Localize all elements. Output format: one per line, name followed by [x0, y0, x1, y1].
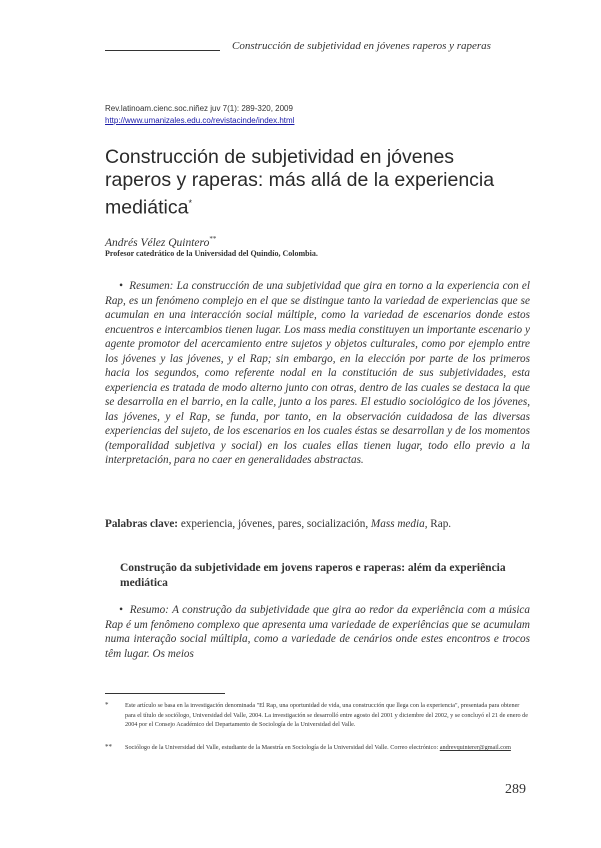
article-title — [105, 146, 525, 220]
abstract-portuguese — [105, 603, 530, 661]
footnote-text-wrapper — [105, 743, 530, 753]
portuguese-title: Construção da subjetividade em jovens raperos e raperas: além da experiência mediática — [120, 562, 506, 589]
citation-block — [105, 103, 294, 127]
keywords-label: Palabras clave: — [105, 518, 179, 530]
abstract-text: La construcción de una subjetividad que gira en torno a la experiencia con el Rap, es un fenómeno complejo en el que se distingue tanto la variedad de experiencias que se acumulan en una interacción social múltiple, como la variedad de escenarios donde estos encuentros e intercambios tienen lugar. Los mass media constituyen un importante escenario y agente promotor del acercamiento entre sujetos y objetos culturales, como por ejemplo entre los jóvenes y las jóvenes, y el Rap; sin embargo, en la elección por parte de los primeros hacia los segundos, como referente nodal en la constitución de sus subjetividades, esta experiencia es tratada de modo alterno junto con otras, dentro de las cuales se destaca la que se desarrolla en el barrio, en la calle, junto a los pares. El estudio sociológico de los jóvenes, las jóvenes, y el Rap, se funda, por tanto, en la observación cuidadosa de las diversas experiencias del sujeto, de los escenarios en los cuales éstas se desarrollan y de los momentos (temporalidad subjetiva y social) en los cuales ellas tienen lugar, todo ello previo a la interpretación, para no caer en generalidades abstractas. — [105, 280, 530, 466]
resumo-bullet: • — [119, 604, 123, 616]
running-head: Construcción de subjetividad en jóvenes raperos y raperas — [232, 40, 491, 52]
footnote — [105, 701, 530, 730]
title-footnote-mark: * — [188, 198, 192, 208]
title-text: Construcción de subjetividad en jóvenes raperos y raperas: más allá de la experiencia mediática — [105, 146, 495, 219]
keywords-list: experiencia, jóvenes, pares, socialización, — [180, 518, 369, 530]
abstract-bullet: • — [119, 280, 123, 292]
author-name — [105, 235, 216, 249]
abstract-label: Resumen: — [129, 280, 174, 292]
abstract-spanish — [105, 279, 530, 468]
footnote-text: Sociólogo de la Universidad del Valle, estudiante de la Maestría en Sociología de la Universidad del Valle. Correo electrónico: — [125, 744, 439, 751]
keywords-tail: , Rap. — [424, 518, 452, 530]
page-number: 289 — [505, 782, 526, 797]
footnote-rule — [105, 693, 225, 694]
header-rule — [105, 50, 220, 51]
keywords — [105, 517, 530, 532]
footnote-mark: * — [105, 701, 109, 709]
author-affiliation: Profesor catedrático de la Universidad del Quindío, Colombia. — [105, 249, 318, 258]
resumo-text: A construção da subjetividade que gira ao redor da experiência com a música Rap é um fenômeno complexo que apresenta uma variedade de experiências que se acumulam numa interação social múltipla, como a variedade de cenários onde estes encontros e trocos têm lugar. Os meios — [105, 604, 530, 660]
resumo-label: Resumo: — [129, 604, 169, 616]
author-text: Andrés Vélez Quintero — [105, 236, 210, 249]
footnote-text: Este artículo se basa en la investigación denominada "El Rap, una oportunidad de vida, una construcción que llega con la experiencia", presentada para obtener para el título de sociólogo, Universidad del Valle, 2004. La investigación se desarrolló entre agosto del 2001 y diciembre del 2002, y se concluyó el 21 de enero de 2004 por el Consejo Académico del Departamento de Sociología de la Universidad del Valle. — [125, 702, 528, 728]
journal-url-link[interactable]: http://www.umanizales.edu.co/revistacinde/index.html — [105, 116, 295, 125]
author-email-link[interactable]: andrevquinterer@gmail.com — [439, 744, 511, 751]
keyword-mass-media: Mass media — [370, 518, 425, 530]
journal-reference: Rev.latinoam.cienc.soc.niñez juv 7(1): 289-320, 2009 — [105, 104, 293, 113]
footnote — [105, 743, 530, 753]
author-footnote-mark: ** — [209, 235, 217, 243]
footnote-mark: ** — [105, 743, 112, 751]
